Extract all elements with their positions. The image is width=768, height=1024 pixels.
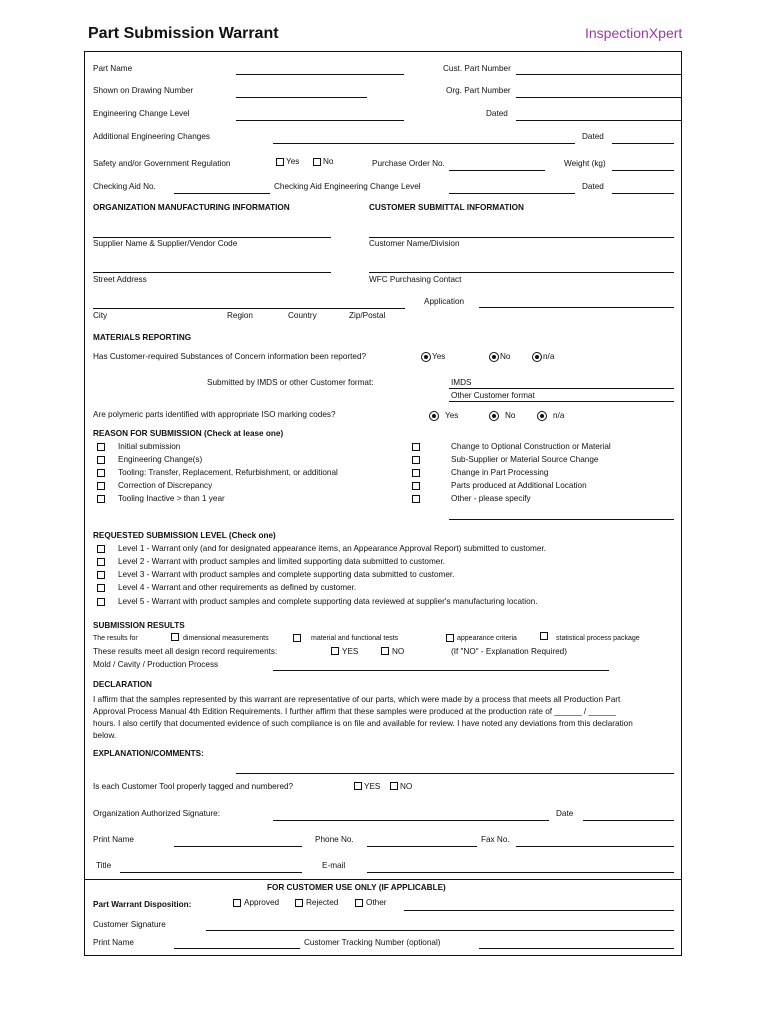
results-for-label: The results for [93,635,138,642]
reason-right-item: Other - please specify [451,494,531,503]
other-format-label: Other Customer format [451,391,535,400]
imds-label: IMDS [451,378,472,387]
rejected-checkbox[interactable] [295,899,303,907]
tracking-label: Customer Tracking Number (optional) [304,938,441,947]
eng-change-level-field[interactable] [236,120,404,121]
purchasing-contact-label: WFC Purchasing Contact [369,275,462,284]
soc-yes-radio[interactable] [421,352,431,362]
approved-label: Approved [244,898,280,907]
level-heading: REQUESTED SUBMISSION LEVEL (Check one) [93,531,276,540]
tracking-field[interactable] [479,948,674,949]
other-format-field[interactable] [449,401,674,402]
dimensional-label: dimensional measurements [183,635,269,642]
results-heading: SUBMISSION RESULTS [93,621,185,630]
reason-right-item: Change in Part Processing [451,468,549,477]
materials-q1: Has Customer-required Substances of Concern information been reported? [93,352,367,361]
iso-na-label: n/a [553,411,565,420]
purchase-order-label: Purchase Order No. [372,159,445,168]
reason-right-checkbox[interactable] [412,495,420,503]
results-no-label: NO [392,647,405,656]
soc-no-label: No [500,352,511,361]
materials-q2: Are polymeric parts identified with appropriate ISO marking codes? [93,410,336,419]
iso-yes-radio[interactable] [429,411,439,421]
date-field[interactable] [583,820,674,821]
safety-yes-checkbox[interactable] [276,158,284,166]
submitted-by-label: Submitted by IMDS or other Customer format: [207,378,374,387]
customer-signature-field[interactable] [206,930,674,931]
disposition-field[interactable] [404,910,674,911]
street-address-field[interactable] [93,272,331,273]
reason-left-item: Tooling Inactive > than 1 year [118,494,225,503]
level-checkbox[interactable] [97,584,105,592]
iso-no-label: No [505,411,516,420]
reason-left-item: Engineering Change(s) [118,455,203,464]
additional-eng-changes-field[interactable] [273,143,575,144]
reason-left-item: Initial submission [118,442,181,451]
reason-right-checkbox[interactable] [412,469,420,477]
level-checkbox[interactable] [97,598,105,606]
results-no-checkbox[interactable] [381,647,389,655]
additional-eng-changes-label: Additional Engineering Changes [93,132,210,141]
level-item: Level 5 - Warrant with product samples and complete supporting data reviewed at supplier's manufacturing location. [118,597,538,606]
customer-print-name-label: Print Name [93,938,134,947]
org-part-number-label: Org. Part Number [446,86,511,95]
appearance-label: appearance criteria [457,635,517,642]
customer-print-name-field[interactable] [174,948,300,949]
fax-label: Fax No. [481,835,510,844]
safety-regulation-label: Safety and/or Government Regulation [93,159,231,168]
drawing-number-field[interactable] [236,97,367,98]
phone-label: Phone No. [315,835,354,844]
customer-tool-label: Is each Customer Tool properly tagged and numbered? [93,782,294,791]
mold-label: Mold / Cavity / Production Process [93,660,219,669]
page-title: Part Submission Warrant [88,25,279,42]
application-label: Application [424,297,465,306]
purchase-order-field[interactable] [449,170,545,171]
brand-logo: InspectionXpert [585,25,683,41]
level-item: Level 3 - Warrant with product samples and complete supporting data submitted to customer. [118,570,455,579]
reason-heading: REASON FOR SUBMISSION (Check at lease one) [93,429,284,438]
level-item: Level 1 - Warrant only (and for designated appearance items, an Appearance Approval Report) submitted to customer. [118,544,546,553]
street-address-label: Street Address [93,275,147,284]
imds-field[interactable] [449,388,674,389]
declaration-text: below. [93,731,117,740]
country-label: Country [288,311,317,320]
customer-use-divider [84,879,682,880]
customer-submittal-heading: CUSTOMER SUBMITTAL INFORMATION [369,203,524,212]
email-field[interactable] [367,872,674,873]
safety-no-label: No [323,157,334,166]
approved-checkbox[interactable] [233,899,241,907]
explanation-required-label: (If "NO" - Explanation Required) [451,647,567,656]
weight-label: Weight (kg) [564,159,606,168]
results-yes-checkbox[interactable] [331,647,339,655]
customer-name-label: Customer Name/Division [369,239,460,248]
tool-no-label: NO [400,782,413,791]
tool-yes-checkbox[interactable] [354,782,362,790]
reason-right-checkbox[interactable] [412,443,420,451]
zip-label: Zip/Postal [349,311,386,320]
org-mfg-heading: ORGANIZATION MANUFACTURING INFORMATION [93,203,290,212]
weight-field[interactable] [612,170,674,171]
level-checkbox[interactable] [97,545,105,553]
safety-no-checkbox[interactable] [313,158,321,166]
shown-on-drawing-label: Shown on Drawing Number [93,86,194,95]
soc-yes-label: Yes [432,352,446,361]
tool-no-checkbox[interactable] [390,782,398,790]
level-item: Level 4 - Warrant and other requirements as defined by customer. [118,583,357,592]
reason-left-item: Correction of Discrepancy [118,481,213,490]
checking-aid-change-label: Checking Aid Engineering Change Level [274,182,421,191]
results-yes-label: YES [342,647,359,656]
other-checkbox[interactable] [355,899,363,907]
reason-left-checkbox[interactable] [97,456,105,464]
cust-part-number-field[interactable] [516,74,682,75]
safety-yes-label: Yes [286,157,300,166]
checking-aid-field[interactable] [174,193,270,194]
application-field[interactable] [479,307,674,308]
other-specify-field[interactable] [449,519,674,520]
reason-left-checkbox[interactable] [97,495,105,503]
part-name-field[interactable] [236,74,404,75]
date-label: Date [556,809,574,818]
customer-use-heading: FOR CUSTOMER USE ONLY (IF APPLICABLE) [267,883,446,892]
purchasing-contact-field[interactable] [369,272,674,273]
org-part-number-field[interactable] [516,97,682,98]
spc-label: statistical process package [556,635,640,642]
disposition-label: Part Warrant Disposition: [93,900,192,909]
dated-field-1[interactable] [516,120,682,121]
tool-yes-label: YES [364,782,381,791]
meet-all-label: These results meet all design record requirements: [93,647,278,656]
dated-field-3[interactable] [612,193,674,194]
iso-no-radio[interactable] [489,411,499,421]
dated-label-3: Dated [582,182,604,191]
checking-aid-change-field[interactable] [449,193,575,194]
city-label: City [93,311,108,320]
iso-na-radio[interactable] [537,411,547,421]
reason-left-checkbox[interactable] [97,482,105,490]
checking-aid-label: Checking Aid No. [93,182,156,191]
spc-checkbox[interactable] [540,632,548,640]
fax-field[interactable] [516,846,674,847]
cust-part-number-label: Cust. Part Number [443,64,511,73]
print-name-label: Print Name [93,835,134,844]
declaration-text: hours. I also certify that documented evidence of such compliance is on file and available for review. I have noted any deviations from this declaration [93,719,633,728]
email-label: E-mail [322,861,346,870]
title-label: Title [96,861,112,870]
iso-yes-label: Yes [445,411,459,420]
supplier-name-field[interactable] [93,237,331,238]
org-signature-label: Organization Authorized Signature: [93,809,220,818]
declaration-text: Approval Process Manual 4th Edition Requirements. I further affirm that these samples were produced at the production rate of ______ / ______ [93,707,616,716]
region-label: Region [227,311,253,320]
declaration-text: I affirm that the samples represented by this warrant are representative of our parts, which were made by a process that meets all Production Part [93,695,621,704]
level-item: Level 2 - Warrant with product samples and limited supporting data submitted to customer. [118,557,445,566]
declaration-heading: DECLARATION [93,680,152,689]
org-signature-field[interactable] [273,820,549,821]
reason-right-item: Change to Optional Construction or Material [451,442,611,451]
reason-right-checkbox[interactable] [412,456,420,464]
dimensional-checkbox[interactable] [171,633,179,641]
materials-heading: MATERIALS REPORTING [93,333,192,342]
reason-left-checkbox[interactable] [97,469,105,477]
print-name-field[interactable] [174,846,302,847]
mold-field[interactable] [273,670,609,671]
reason-right-item: Parts produced at Additional Location [451,481,587,490]
reason-left-item: Tooling: Transfer, Replacement, Refurbishment, or additional [118,468,338,477]
customer-signature-label: Customer Signature [93,920,166,929]
explanation-heading: EXPLANATION/COMMENTS: [93,749,204,758]
title-field[interactable] [120,872,302,873]
soc-na-radio[interactable] [532,352,542,362]
explanation-field[interactable] [236,773,674,774]
reason-right-checkbox[interactable] [412,482,420,490]
dated-label-1: Dated [486,109,508,118]
soc-na-label: n/a [543,352,555,361]
phone-field[interactable] [367,846,477,847]
supplier-name-label: Supplier Name & Supplier/Vendor Code [93,239,238,248]
reason-left-checkbox[interactable] [97,443,105,451]
level-checkbox[interactable] [97,571,105,579]
material-tests-label: material and functional tests [311,635,399,642]
appearance-checkbox[interactable] [446,634,454,642]
other-label: Other [366,898,387,907]
level-checkbox[interactable] [97,558,105,566]
city-field[interactable] [93,308,405,309]
dated-label-2: Dated [582,132,604,141]
soc-no-radio[interactable] [489,352,499,362]
material-tests-checkbox[interactable] [293,634,301,642]
eng-change-level-label: Engineering Change Level [93,109,190,118]
dated-field-2[interactable] [612,143,674,144]
part-name-label: Part Name [93,64,133,73]
rejected-label: Rejected [306,898,339,907]
reason-right-item: Sub-Supplier or Material Source Change [451,455,599,464]
customer-name-field[interactable] [369,237,674,238]
